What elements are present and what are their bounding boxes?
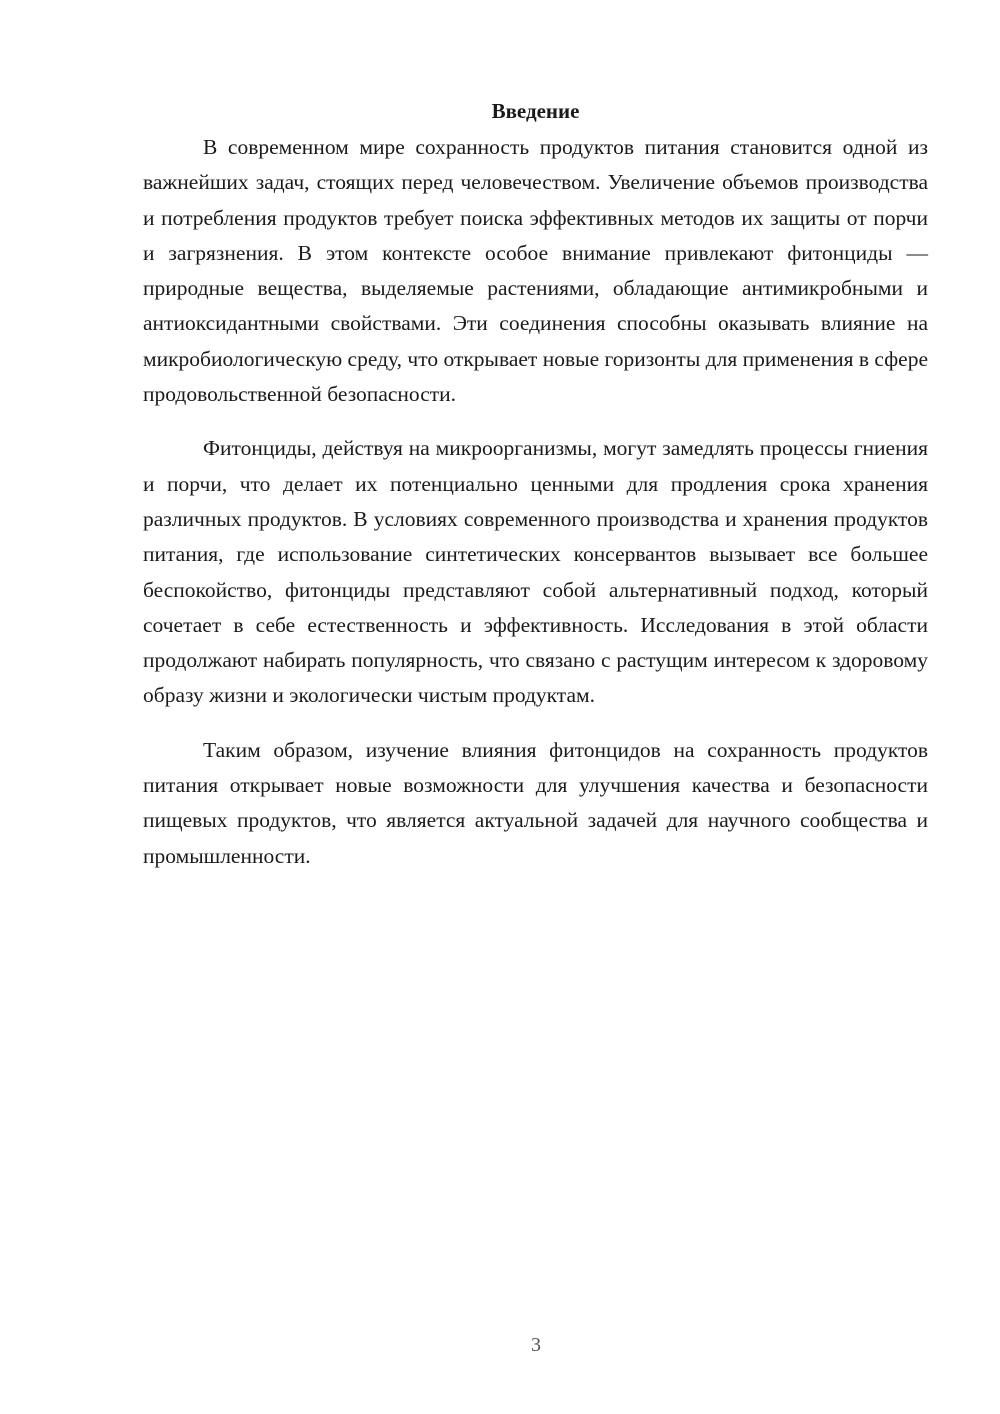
paragraph-2: Фитонциды, действуя на микроорганизмы, могут замедлять процессы гниения и порчи, что делает их потенциально ценными для продления срока хранения различных продуктов. В условиях современного производства и хранения продуктов питания, где использование синтетических консервантов вызывает все большее беспокойство, фитонциды представляют собой альтернативный подход, который сочетает в себе естественность и эффективность. Исследования в этой области продолжают набирать популярность, что связано с растущим интересом к здоровому образу жизни и экологически чистым продуктам. — [143, 436, 928, 708]
paragraph-1: В современном мире сохранность продуктов питания становится одной из важнейших задач, стоящих перед человечеством. Увеличение объемов производства и потребления продуктов требует поиска эффективных методов их защиты от порчи и загрязнения. В этом контексте особое внимание привлекают фитонциды — природные вещества, выделяемые растениями, обладающие антимикробными и антиоксидантными свойствами. Эти соединения способны оказывать влияние на микробиологическую среду, что открывает новые горизонты для применения в сфере продовольственной безопасности. — [143, 135, 928, 407]
document-page — [143, 96, 928, 893]
page-number: 3 — [531, 1334, 541, 1356]
section-title: Введение — [491, 99, 580, 123]
paragraph-3: Таким образом, изучение влияния фитонцидов на сохранность продуктов питания открывает новые возможности для улучшения качества и безопасности пищевых продуктов, что является актуальной задачей для научного сообщества и промышленности. — [143, 737, 928, 868]
